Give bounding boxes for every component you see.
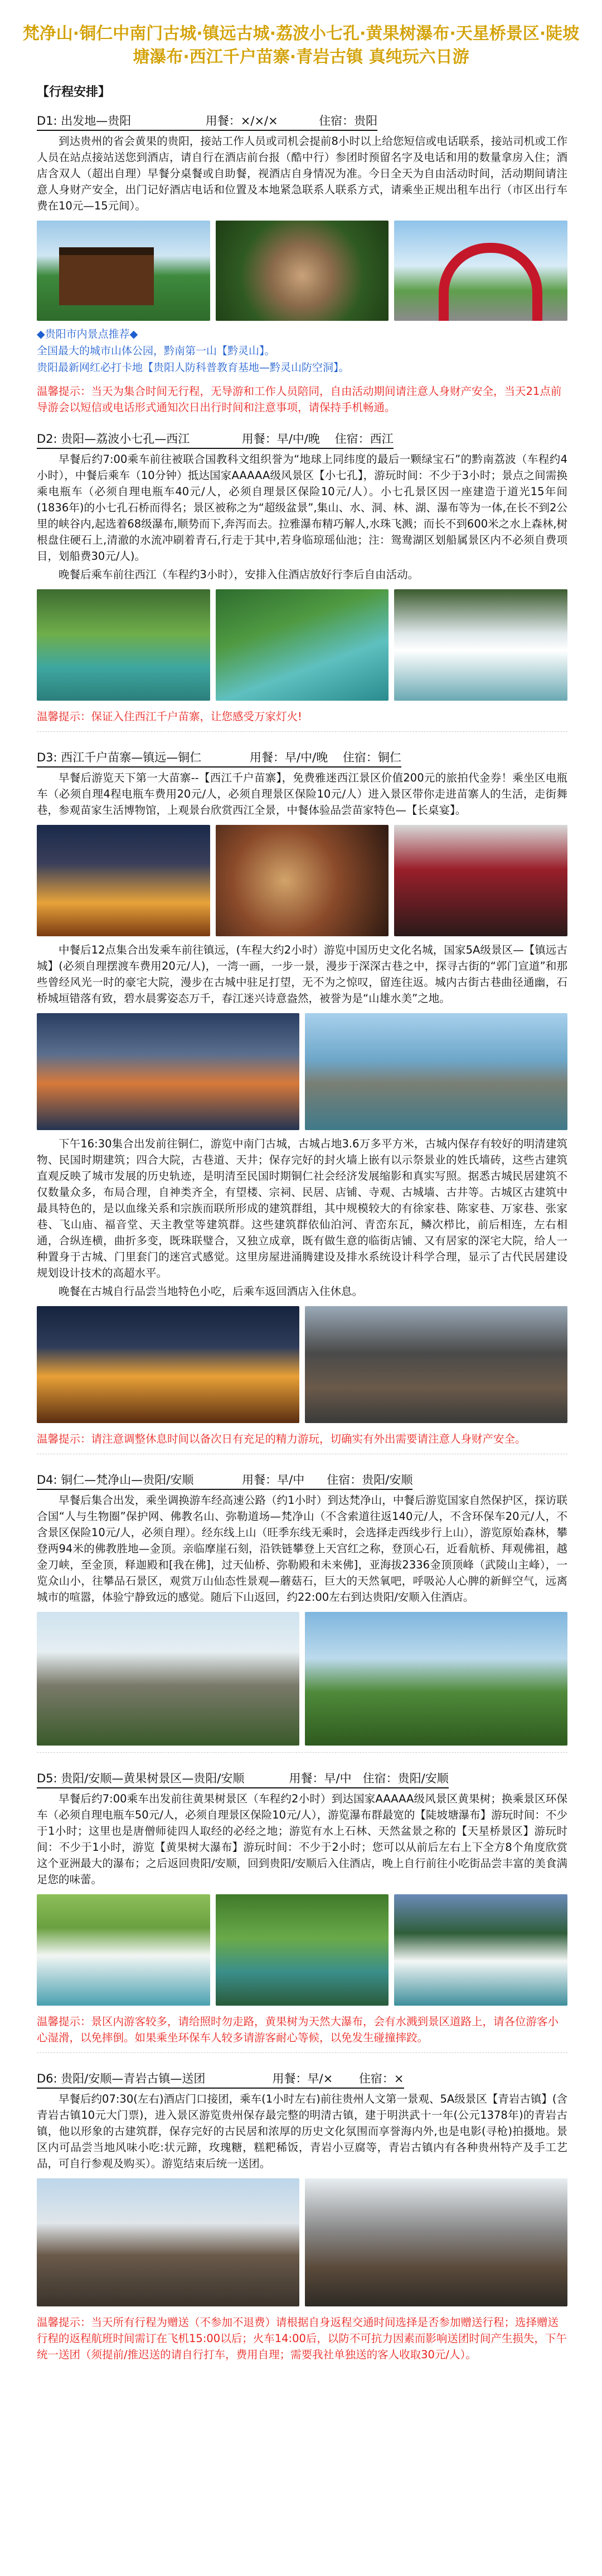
day6-photos — [37, 2178, 567, 2306]
xijiang-night-photo — [37, 825, 210, 936]
divider — [37, 2052, 567, 2053]
day6-text: 早餐后约07:30(左右)酒店门口接团，乘车(1小时左右)前往贵州人文第一景观、5A级景区【青岩古镇】(含青岩古镇10元大门票)，进入景区游览贵州保存最完整的明清古镇，建于明洪武十一年(公元1378年)的青岩古镇，他以形象的古建筑群，保存完好的古民居和浓厚的历史文化氛围而享誉海内外,也是电影(寻枪)拍摄地。景区内可品尝当地风味小吃:状元蹄，玫瑰糖，糕粑稀饭，青岩小豆腐等，青岩古镇内有各种贵州特产及手工艺品，可自行参观及购买）。游览结束后统一送团。 — [37, 2093, 567, 2170]
day2-text-2: 晚餐后乘车前往西江（车程约3小时），安排入住酒店放好行李后自由活动。 — [59, 568, 419, 581]
day3-text-3: 下午16:30集合出发前往铜仁，游览中南门古城，古城占地3.6万多平方米，古城内保存有较好的明清建筑物、民国时期建筑；四合大院，古巷道、天井；保存完好的封火墙上嵌有以示祭景业的姓氏墙砖，这些古建筑直观反映了城市发展的历史轨迹，是明清至民国时期铜仁社会经济发展缩影和真实写照。据悉古城民居建筑不仅数量众多，布局合理，自神类齐全，有望楼、宗祠、民居、店铺、寺观、古城墙、古井等。古城区古建筑中最具特色的，是以血缘关系和宗族而联所形成的建筑群组，其中规模较大的有徐家巷、陈家巷、万家巷、张家巷、飞山庙、福音堂、天主教堂等建筑群。这些建筑群依仙泊河、青峦东瓦，鳞次栉比，前后相连，左右相通，合纵连横，曲折多变，既珠联璧合，又独立成章，既有做生意的临街店铺、又有居家的深宅大院，给人一种置身于古城、门里套门的迷宫式感觉。这里房屋进涌腾建设及排水系统设计科学合理，显示了古代民居建设规划设计技术的高超水平。 — [37, 1137, 567, 1279]
gate-photo — [37, 221, 210, 321]
itinerary — [0, 82, 602, 2363]
waterfall-photo — [394, 589, 567, 701]
day6-warning: 温馨提示：当天所有行程为赠送（不参加不退费）请根据自身返程交通时间选择是否参加赠送行程；选择赠送行程的返程航班时间需订在飞机15:00以后；火车14:00后，以防不可抗力因素而影响送团时间产生损失，下午统一送团（须提前/推迟送的请自行打车，费用自理；需要我社单独送的客人收取30元/人）。 — [37, 2316, 567, 2361]
miao-costume-photo — [394, 825, 567, 936]
fanjingshan-peak-photo — [37, 1612, 299, 1746]
day2-text-1: 早餐后约7:00乘车前往被联合国教科文组织誉为“地球上同纬度的最后一颗绿宝石”的黔南荔波（车程约4小时），中餐后乘车（10分钟）抵达国家AAAAA级风景区【小七孔】，游玩时间：不少于3小时；景点之间需换乘电瓶车（必须自理电瓶车40元/人，必须自理景区保险10元/人）。小七孔景区因一座建造于道光15年间(1836年)的小七孔石桥而得名；景区被称之为“超级盆景”,集山、水、洞、林、湖、瀑布等为一体,在长不到2公里的峡谷内,起选着68级瀑布,顺势而下,奔泻而去。拉雅瀑布精巧解人,水珠飞溅；而长不到600米之水上森林,树根盘住硬石上,清澈的水流冲刷着青石,行走于其中,若身临琼瑶仙池；注：鸳鸯湖区划船属景区内不必须自费项目，划船费30元/人)。 — [37, 453, 567, 563]
day2-warning: 温馨提示：保证入住西江千户苗寨，让您感受万家灯火! — [37, 710, 302, 723]
day6-header: D6: 贵阳/安顺—青岩古镇—送团 用餐：早/× 住宿：× — [37, 2070, 404, 2089]
huangguoshu-waterfall-photo — [394, 1894, 567, 2006]
day3-photos-a — [37, 825, 567, 936]
tianxingqiao-photo — [216, 1894, 389, 2006]
day1-text: 到达贵州的省会黄果的贵阳，接站工作人员或司机会提前8小时以上给您短信或电话联系，接站司机或工作人员在站点接站送您到酒店，请自行在酒店前台报（酷中行）参团时预留名字及电话和用的数量拿房入住；酒店含双人（超出自理）早餐分桌餐或自助餐，视酒店自身情况为准。今日全天为自由活动时间，活动期间请注意人身财产安全，出门记好酒店电话和位置及本地紧急联系人联系方式，请乘坐正规出租车出行（市区出行车费在10元—15元间）。 — [37, 135, 567, 212]
zhenyuan-bridge-photo — [305, 1013, 567, 1130]
guiyang-tip-2: 贵阳最新网红必打卡地【贵阳人防科普教育基地—黔灵山防空洞】。 — [37, 361, 349, 374]
day5-header: D5: 贵阳/安顺—黄果树景区—贵阳/安顺 用餐：早/中 住宿：贵阳/安顺 — [37, 1770, 449, 1788]
mushroom-rock-photo — [305, 1612, 567, 1746]
day1-warning: 温馨提示：当天为集合时间无行程，无导游和工作人员陪同，自由活动期间请注意人身财产安全，当天21点前导游会以短信或电话形式通知次日出行时间和注意事项，请保持手机畅通。 — [37, 385, 562, 414]
day4-header: D4: 铜仁—梵净山—贵阳/安顺 用餐：早/中 住宿：贵阳/安顺 — [37, 1471, 412, 1490]
day5-photos — [37, 1894, 567, 2006]
day3-header: D3: 西江千户苗寨—镇远—铜仁 用餐：早/中/晚 住宿：铜仁 — [37, 749, 401, 768]
divider — [37, 1752, 567, 1753]
zhenyuan-river-photo — [37, 1013, 299, 1130]
divider — [37, 731, 567, 732]
guiyang-tip-title: ◆贵阳市内景点推荐◆ — [37, 328, 138, 340]
qingyan-gate-photo — [37, 2178, 299, 2306]
zhongnanmen-night-photo — [37, 1306, 299, 1423]
day3-text-4: 晚餐在古城自行品尝当地特色小吃，后乘车返回酒店入住休息。 — [59, 1285, 363, 1298]
day3-text-1: 早餐后游览天下第一大苗寨--【西江千户苗寨】，免费雅迷西江景区价值200元的旅拍代金券！乘坐区电瓶车（必须自理4程电瓶车费用20元/人，必须自理景区保险10元/人）进入景区带你走进苗寨人的生活，走街舞巷，参观苗家生活博物馆，上观景台欣赏西江全景，中餐体验品尝苗家特色—【长桌宴】。 — [37, 771, 567, 817]
day3-photos-b — [37, 1013, 567, 1130]
doupotang-waterfall-photo — [37, 1894, 210, 2006]
schedule-heading: 【行程安排】 — [37, 85, 111, 99]
day3-text-2: 中餐后12点集合出发乘车前往镇远，(车程大约2小时）游览中国历史文化名城，国家5A级景区—【镇远古城】(必须自理摆渡车费用20元/人)，一湾一画，一步一景，漫步于深深古巷之中，探寻古街的“郭门宣道”和那些曾经风光一时的豪宅大院，漫步在古城中驻足打望，无不为之惊叹，留连往返。城内古街古巷曲径通幽，石桥城垣错落有致，碧水晨雾姿态万千，春江迷兴诗意盎然，被誉为是“山雄水美”之地。 — [37, 944, 567, 1005]
qingyan-street-photo — [305, 2178, 567, 2306]
day2-photos — [37, 589, 567, 701]
monkey-photo — [216, 221, 389, 321]
guiyang-tip-1: 全国最大的城市山体公园，黔南第一山【黔灵山】。 — [37, 345, 275, 357]
day5-warning: 温馨提示：景区内游客较多，请给照时勿走路，黄果树为天然大瀑布，会有水溅到景区道路上，请各位游客小心湿滑，以免摔倒。如果乘坐环保车人较多请游客耐心等候，以免发生碰撞摔跤。 — [37, 2015, 559, 2044]
arch-photo — [394, 221, 567, 321]
ancient-town-roofs-photo — [305, 1306, 567, 1423]
day2-header: D2: 贵阳—荔波小七孔—西江 用餐：早/中/晚 住宿：西江 — [37, 430, 394, 449]
xiaoqikong-bridge-photo — [37, 589, 210, 701]
page-title: 梵净山·铜仁中南门古城·镇远古城·荔波小七孔·黄果树瀑布·天星桥景区·陡坡塘瀑布·西江千户苗寨·青岩古镇 真纯玩六日游 — [22, 24, 580, 67]
day1-photos — [37, 221, 567, 321]
water-forest-photo — [216, 589, 389, 701]
day3-photos-c — [37, 1306, 567, 1423]
long-table-feast-photo — [216, 825, 389, 936]
day1-header: D1: 出发地—贵阳 用餐：×/×/× 住宿：贵阳 — [37, 112, 377, 131]
day3-warning: 温馨提示：请注意调整休息时间以备次日有充足的精力游玩，切确实有外出需要请注意人身财产安全。 — [37, 1433, 526, 1445]
day4-photos — [37, 1612, 567, 1746]
day5-text: 早餐后约7:00乘车出发前往黄果树景区（车程约2小时）到达国家AAAAA级风景区黄果树；换乘景区环保车（必须自理电瓶车50元/人，必须自理景区保险10元/人），游览瀑布群最宽的【陡坡塘瀑布】游玩时间：不少于1小时；这里也是唐僧师徒四人取经的必经之地；游览有水上石林、天然盆景之称的【天星桥景区】游玩时间：不少于1小时，游览【黄果树大瀑布】游玩时间：不少于2小时；您可以从前后左右上下全方8个角度欣赏这个亚洲最大的瀑布；之后返回贵阳/安顺，回到贵阳/安顺后入住酒店，晚上自行前往小吃街品尝丰富的美食满足您的味蕾。 — [37, 1792, 567, 1886]
day4-text: 早餐后集合出发，乘坐调换游车经高速公路（约1小时）到达梵净山，中餐后游览国家自然保护区，探访联合国“人与生物圈”保护网、佛教名山、弥勒道场—梵净山（不含索道往返140元/人，不含环保车20元/人，不含景区保险10元/人，必须自理）。经东线上山（旺季东线无乘时，会选择走西线步行上山），游览原始森林，攀登两94米的佛教胜地—金顶。亲临摩崖石刻，沿铁链攀登上天宫红之称，登顶心石，近看航桥、拜观佛祖，越金刀峡，至金顶，释迦殿和[我在佛]，过天仙桥、弥勒殿和未来佛]，亚海拔2336金顶顶峰（武陵山主峰），一览众山小，往攀品石景区，观赏万山仙态性景观—蘑菇石，巨大的天然氧吧，呼吸沁人心脾的新鲜空气，远离城市的喧嚣，体验宁静致远的感觉。随后下山返回，约22:00左右到达贵阳/安顺入住酒店。 — [37, 1494, 567, 1604]
